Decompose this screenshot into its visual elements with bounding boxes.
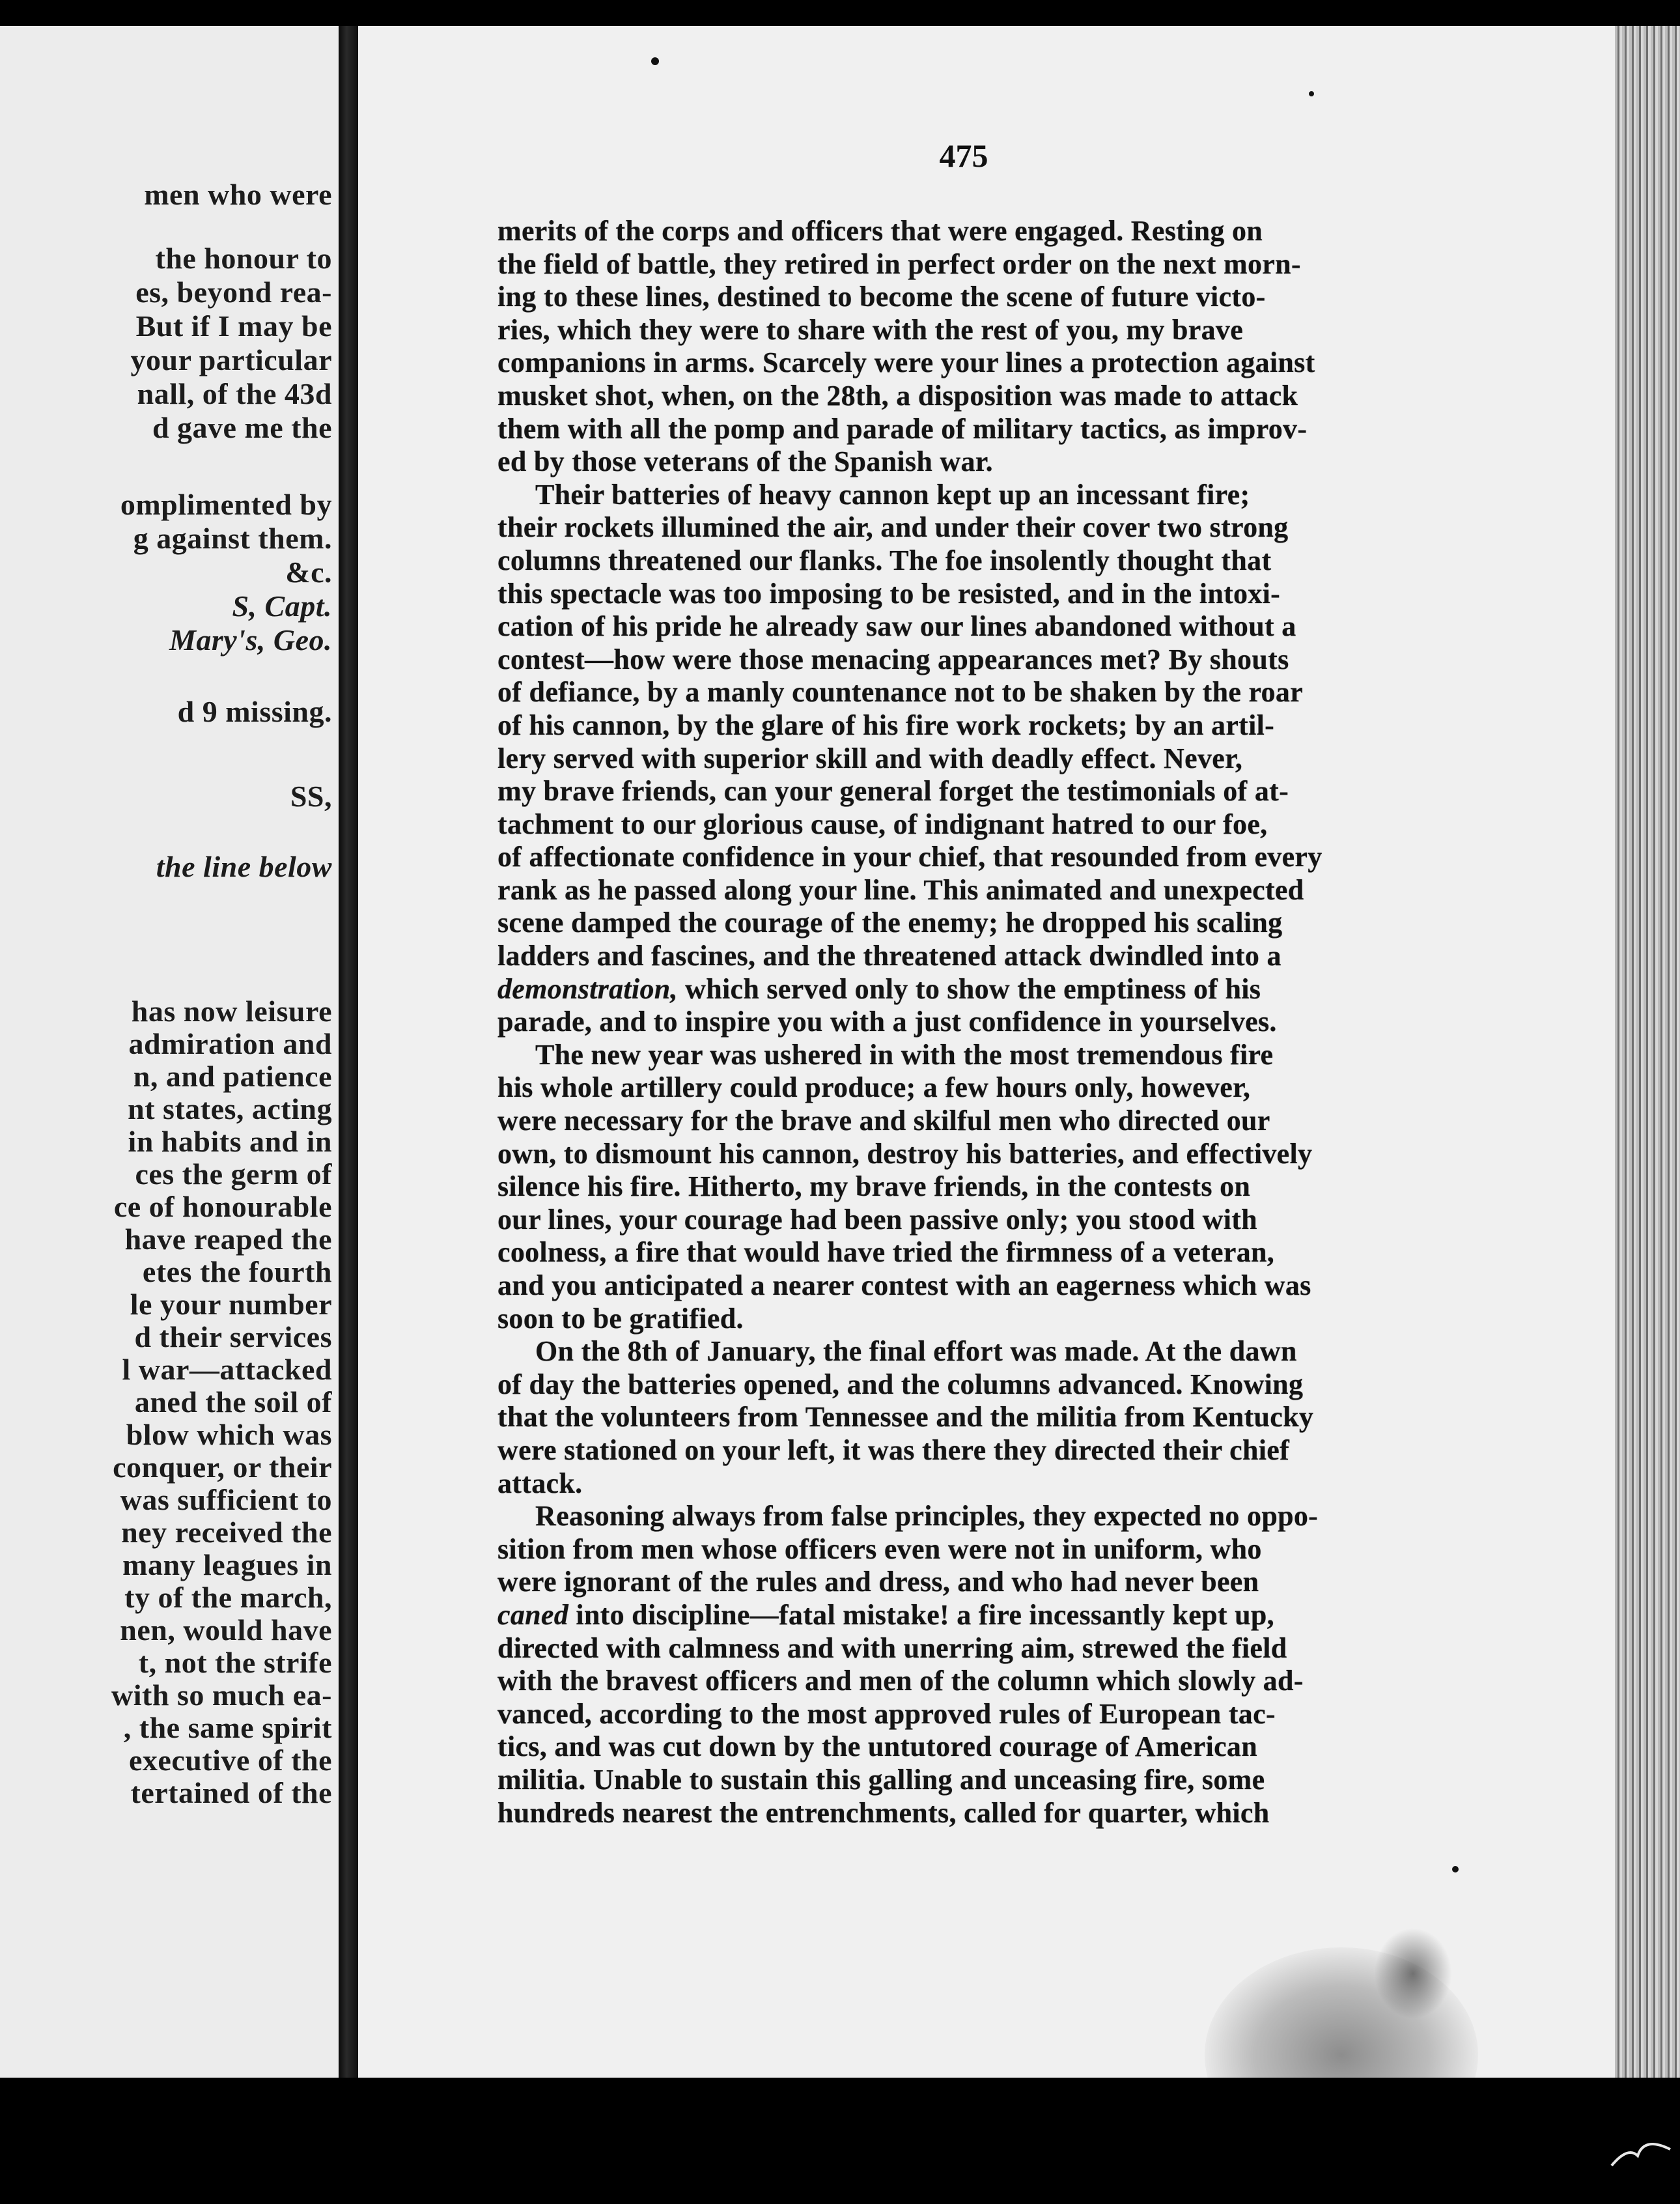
book-gutter — [339, 26, 358, 2078]
text-line: were necessary for the brave and skilful men who directed our — [497, 1105, 1270, 1137]
text-line: On the 8th of January, the final effort was made. At the dawn — [535, 1335, 1297, 1368]
left-page-line: omplimented by — [120, 488, 332, 521]
text-line: ries, which they were to share with the rest of you, my brave — [497, 313, 1244, 346]
text-line: of defiance, by a manly countenance not to be shaken by the roar — [497, 676, 1303, 709]
text-line: of affectionate confidence in your chief, that resounded from every — [497, 841, 1323, 873]
text-line: ed by those veterans of the Spanish war. — [497, 445, 993, 478]
text-line: my brave friends, can your general forget the testimonials of at- — [497, 775, 1289, 808]
text-line: coolness, a fire that would have tried the firmness of a veteran, — [497, 1236, 1275, 1269]
left-page-line: le your number — [130, 1288, 332, 1321]
text-line: own, to dismount his cannon, destroy his batteries, and effectively — [497, 1137, 1313, 1170]
left-page-line: es, beyond rea- — [135, 276, 332, 309]
left-page-line: etes the fourth — [142, 1255, 332, 1288]
text-line: that the volunteers from Tennessee and the militia from Kentucky — [497, 1401, 1314, 1434]
text-line: Reasoning always from false principles, they expected no oppo- — [535, 1500, 1319, 1533]
left-page-line: was sufficient to — [120, 1483, 332, 1516]
text-line: directed with calmness and with unerring aim, strewed the field — [497, 1632, 1287, 1664]
text-line-rest: into discipline—fatal mistake! a fire incessantly kept up, — [568, 1598, 1274, 1631]
left-page-line: l war—attacked — [122, 1353, 332, 1386]
left-page-line: t, not the strife — [138, 1646, 332, 1679]
text-line: hundreds nearest the entrenchments, called for quarter, which — [497, 1796, 1270, 1829]
left-page-line: with so much ea- — [111, 1678, 332, 1712]
ink-smudge — [1374, 1928, 1452, 2019]
italic-word: demonstration, — [497, 972, 678, 1005]
left-page-line: But if I may be — [135, 309, 332, 343]
left-page-line: ces the germ of — [135, 1157, 332, 1191]
text-line: our lines, your courage had been passive only; you stood with — [497, 1203, 1257, 1236]
text-line: parade, and to inspire you with a just confidence in yourselves. — [497, 1006, 1277, 1038]
left-page-line: n, and patience — [133, 1060, 332, 1093]
text-line: contest—how were those menacing appearances met? By shouts — [497, 643, 1289, 675]
text-line: were stationed on your left, it was there they directed their chief — [497, 1434, 1290, 1466]
text-line: and you anticipated a nearer contest with an eagerness which was — [497, 1269, 1311, 1301]
text-line: columns threatened our flanks. The foe insolently thought that — [497, 544, 1272, 576]
text-line: lery served with superior skill and with deadly effect. Never, — [497, 742, 1243, 774]
left-page-line: tertained of the — [130, 1776, 332, 1809]
ink-spot — [651, 57, 659, 65]
text-line: his whole artillery could produce; a few hours only, however, — [497, 1071, 1251, 1104]
left-page-line: the line below — [156, 850, 332, 883]
left-page-line: d 9 missing. — [177, 695, 332, 728]
page-edges — [1615, 26, 1680, 2078]
text-line: cation of his pride he already saw our lines abandoned without a — [497, 610, 1296, 643]
text-line: them with all the pomp and parade of military tactics, as improv- — [497, 412, 1308, 445]
text-line: The new year was ushered in with the most tremendous fire — [535, 1038, 1274, 1071]
text-line: were ignorant of the rules and dress, and who had never been — [497, 1566, 1259, 1598]
text-line: their rockets illumined the air, and under their cover two strong — [497, 511, 1289, 544]
left-facing-page — [0, 26, 343, 2078]
text-line-rest: which served only to show the emptiness of his — [677, 972, 1261, 1005]
italic-word: caned — [497, 1598, 569, 1631]
left-page-line: men who were — [144, 178, 332, 211]
text-line — [497, 1599, 1455, 1632]
ink-spot — [1309, 91, 1314, 96]
page-number: 475 — [939, 137, 988, 174]
left-page-line: Mary's, Geo. — [169, 623, 332, 657]
text-line: of his cannon, by the glare of his fire work rockets; by an artil- — [497, 709, 1275, 741]
text-line: this spectacle was too imposing to be resisted, and in the intoxi- — [497, 577, 1281, 610]
left-page-line: in habits and in — [128, 1125, 332, 1158]
left-page-line: executive of the — [129, 1744, 332, 1777]
text-line: rank as he passed along your line. This animated and unexpected — [497, 873, 1304, 906]
text-line: vanced, according to the most approved rules of European tac- — [497, 1697, 1276, 1730]
left-page-line: blow which was — [126, 1418, 332, 1451]
left-page-line: have reaped the — [124, 1222, 332, 1256]
left-page-line: many leagues in — [122, 1548, 332, 1581]
left-page-line: the honour to — [155, 242, 332, 275]
left-page-line: has now leisure — [131, 995, 332, 1028]
text-line: sition from men whose officers even were not in uniform, who — [497, 1533, 1262, 1565]
text-line: of day the batteries opened, and the columns advanced. Knowing — [497, 1368, 1304, 1400]
text-line: the field of battle, they retired in perfect order on the next morn- — [497, 247, 1301, 280]
left-page-line: conquer, or their — [113, 1450, 332, 1484]
left-page-line: ty of the march, — [124, 1581, 332, 1614]
text-line: companions in arms. Scarcely were your lines a protection against — [497, 346, 1315, 379]
text-line: ing to these lines, destined to become the scene of future victo- — [497, 281, 1266, 313]
left-page-line: admiration and — [128, 1027, 332, 1060]
ink-spot — [1452, 1866, 1459, 1872]
left-page-line: &c. — [285, 556, 332, 589]
left-page-line: ney received the — [121, 1516, 332, 1549]
text-line: tachment to our glorious cause, of indignant hatred to our foe, — [497, 808, 1268, 840]
text-line: attack. — [497, 1467, 583, 1499]
text-line: with the bravest officers and men of the column which slowly ad- — [497, 1665, 1304, 1697]
text-line: scene damped the courage of the enemy; he dropped his scaling — [497, 907, 1283, 939]
left-page-line: your particular — [130, 343, 332, 376]
text-line: ladders and fascines, and the threatened attack dwindled into a — [497, 940, 1281, 972]
left-page-line: aned the soil of — [134, 1385, 332, 1419]
text-line: soon to be gratified. — [497, 1302, 744, 1335]
left-page-line: d their services — [134, 1320, 332, 1353]
left-page-line: SS, — [290, 780, 332, 813]
text-line: musket shot, when, on the 28th, a disposition was made to attack — [497, 379, 1298, 412]
text-line — [497, 973, 1455, 1006]
left-page-line: g against them. — [133, 522, 332, 555]
left-page-line: S, Capt. — [232, 589, 332, 623]
left-page-line: nt states, acting — [128, 1092, 332, 1125]
left-page-line: ce of honourable — [113, 1190, 332, 1223]
text-line: Their batteries of heavy cannon kept up an incessant fire; — [535, 478, 1250, 511]
left-page-line: nall, of the 43d — [137, 377, 332, 410]
left-page-line: nen, would have — [120, 1613, 332, 1646]
text-line: merits of the corps and officers that were engaged. Resting on — [497, 215, 1263, 247]
left-page-line: , the same spirit — [123, 1711, 332, 1744]
text-line: silence his fire. Hitherto, my brave friends, in the contests on — [497, 1170, 1251, 1203]
corner-mark — [1608, 2130, 1673, 2169]
text-line: militia. Unable to sustain this galling and unceasing fire, some — [497, 1763, 1265, 1796]
text-line: tics, and was cut down by the untutored courage of American — [497, 1731, 1258, 1763]
left-page-line: d gave me the — [152, 411, 332, 444]
main-text-block — [497, 215, 1455, 1830]
